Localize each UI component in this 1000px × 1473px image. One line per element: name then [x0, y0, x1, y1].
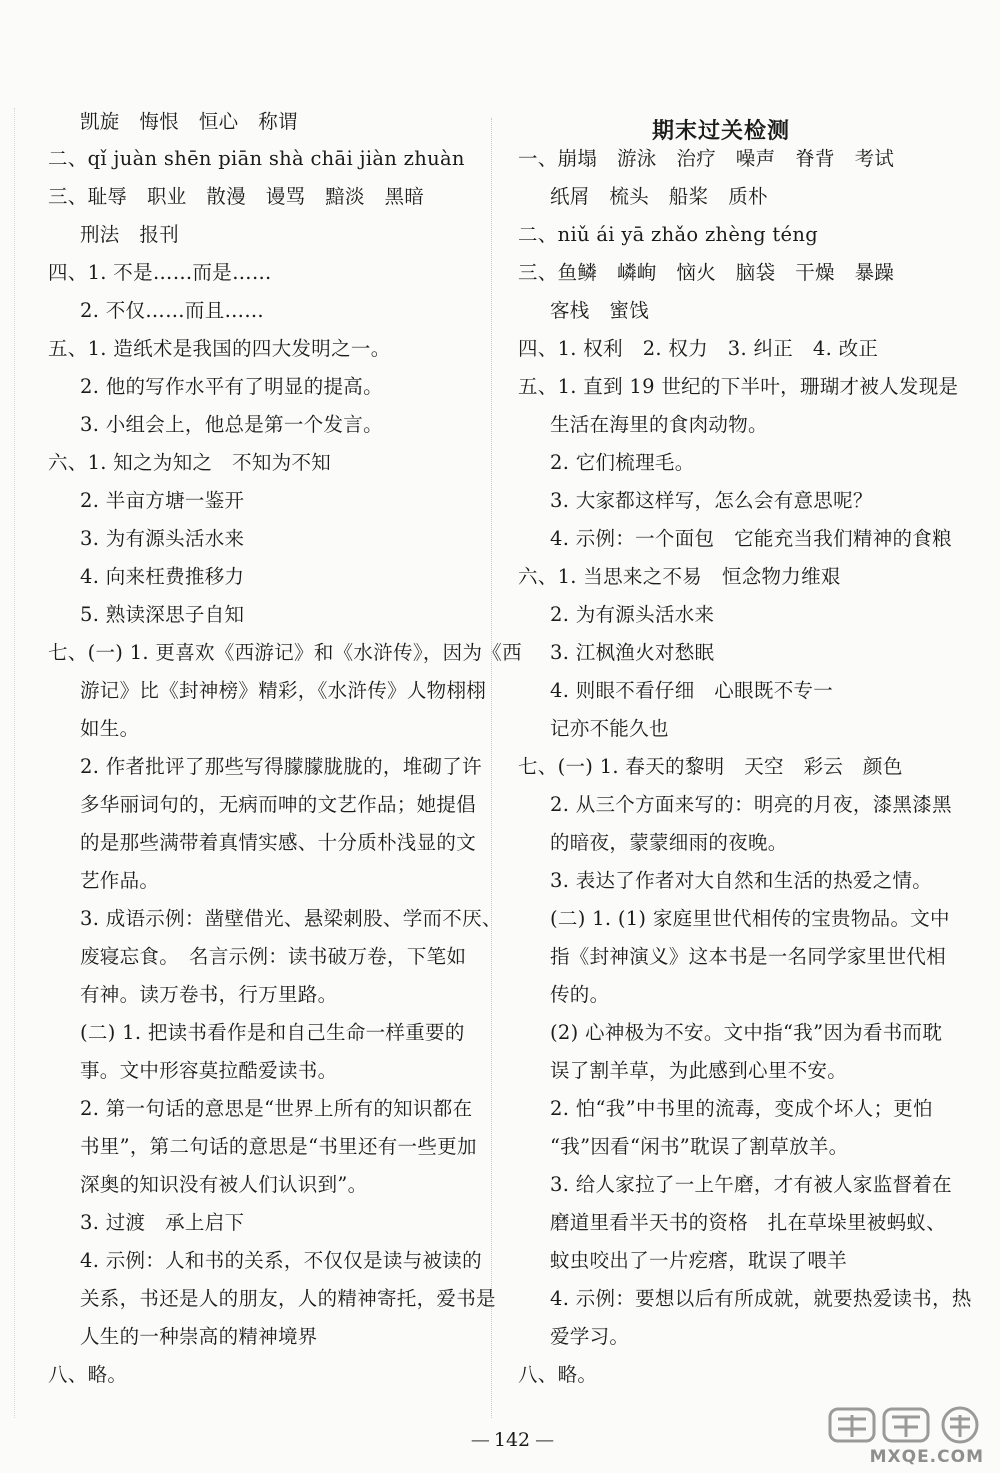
answer-line: 3. 给人家拉了一上午磨，才有被人家监督着在	[550, 1173, 952, 1196]
answer-line: 4. 向来枉费推移力	[80, 565, 245, 588]
answer-line: 4. 示例：人和书的关系，不仅仅是读与被读的	[80, 1249, 482, 1272]
answer-line: 三、耻辱 职业 散漫 谩骂 黯淡 黑暗	[48, 185, 425, 208]
answer-line: 指《封神演义》这本书是一名同学家里世代相	[550, 945, 947, 968]
answer-line: 3. 过渡 承上启下	[80, 1211, 245, 1234]
answer-line: 生活在海里的食肉动物。	[550, 413, 768, 436]
answer-line: 艺作品。	[80, 869, 160, 892]
answer-line: 多华丽词句的，无病而呻的文艺作品；她提倡	[80, 793, 477, 816]
column-divider	[491, 118, 492, 1418]
answer-line: 四、1. 不是……而是……	[48, 261, 272, 284]
answer-line: 磨道里看半天书的资格 扎在草垛里被蚂蚁、	[550, 1211, 947, 1234]
answer-line: 误了割羊草，为此感到心里不安。	[550, 1059, 848, 1082]
answer-line: 的暗夜，蒙蒙细雨的夜晚。	[550, 831, 788, 854]
answer-line: 2. 为有源头活水来	[550, 603, 715, 626]
answer-line: 人生的一种崇高的精神境界	[80, 1325, 318, 1348]
watermark	[824, 1405, 992, 1467]
answer-line: 如生。	[80, 717, 140, 740]
answer-line: 2. 他的写作水平有了明显的提高。	[80, 375, 383, 398]
answer-line: 3. 表达了作者对大自然和生活的热爱之情。	[550, 869, 933, 892]
answer-line: 4. 则眼不看仔细 心眼既不专一	[550, 679, 834, 702]
page-number-text: 142	[493, 1429, 531, 1451]
answer-line: 2. 半亩方塘一鉴开	[80, 489, 245, 512]
answer-line: 三、鱼鳞 嶙峋 恼火 脑袋 干燥 暴躁	[518, 261, 895, 284]
answer-line: 2. 它们梳理毛。	[550, 451, 695, 474]
answer-line: (二) 1. (1) 家庭里世代相传的宝贵物品。文中	[550, 907, 950, 930]
answer-line: 四、1. 权利 2. 权力 3. 纠正 4. 改正	[518, 337, 879, 360]
answer-line: 3. 小组会上，他总是第一个发言。	[80, 413, 383, 436]
answer-line: 4. 示例：一个面包 它能充当我们精神的食粮	[550, 527, 952, 550]
answer-line: 二、qǐ juàn shēn piān shà chāi jiàn zhuàn	[48, 147, 465, 170]
answer-line: 2. 第一句话的意思是“世界上所有的知识都在	[80, 1097, 473, 1120]
page-number-dash-right: —	[530, 1429, 554, 1451]
page-number-dash-left: —	[470, 1429, 494, 1451]
answer-line: 一、崩塌 游泳 治疗 噪声 脊背 考试	[518, 147, 895, 170]
answer-line: 二、niǔ ái yā zhǎo zhèng téng	[518, 223, 818, 246]
answer-line: 记亦不能久也	[550, 717, 669, 740]
binding-edge-dots	[14, 108, 15, 1418]
answer-line: 五、1. 直到 19 世纪的下半叶，珊瑚才被人发现是	[518, 375, 959, 398]
answer-line: (2) 心神极为不安。文中指“我”因为看书而耽	[550, 1021, 943, 1044]
answer-line: 废寝忘食。 名言示例：读书破万卷，下笔如	[80, 945, 467, 968]
page-number	[447, 1429, 577, 1451]
answer-line: 纸屑 梳头 船桨 质朴	[550, 185, 768, 208]
answer-line: 客栈 蜜饯	[550, 299, 650, 322]
answer-line: 2. 怕“我”中书里的流毒，变成个坏人；更怕	[550, 1097, 933, 1120]
answer-line: 3. 为有源头活水来	[80, 527, 245, 550]
answer-line: 五、1. 造纸术是我国的四大发明之一。	[48, 337, 391, 360]
answer-line: 事。文中形容莫拉酷爱读书。	[80, 1059, 338, 1082]
answer-line: 七、(一) 1. 春天的黎明 天空 彩云 颜色	[518, 755, 903, 778]
answer-line: 六、1. 知之为知之 不知为不知	[48, 451, 332, 474]
answer-line: 蚊虫咬出了一片疙瘩，耽误了喂羊	[550, 1249, 848, 1272]
answer-line: 5. 熟读深思子自知	[80, 603, 245, 626]
answer-line: 3. 江枫渔火对愁眠	[550, 641, 715, 664]
answer-line: 八、略。	[48, 1363, 128, 1386]
section-title: 期末过关检测	[652, 119, 791, 144]
answer-line: 有神。读万卷书，行万里路。	[80, 983, 338, 1006]
answer-line: 3. 大家都这样写，怎么会有意思呢？	[550, 489, 873, 512]
answer-line: (二) 1. 把读书看作是和自己生命一样重要的	[80, 1021, 465, 1044]
answer-line: 关系，书还是人的朋友，人的精神寄托，爱书是	[80, 1287, 496, 1310]
answer-line: 八、略。	[518, 1363, 598, 1386]
answer-line: 2. 从三个方面来写的：明亮的月夜，漆黑漆黑	[550, 793, 952, 816]
answer-line: 游记》比《封神榜》精彩，《水浒传》人物栩栩	[80, 679, 487, 702]
answer-line: 4. 示例：要想以后有所成就，就要热爱读书，热	[550, 1287, 972, 1310]
answer-line: 凯旋 悔恨 恒心 称谓	[80, 110, 298, 133]
answer-line: 2. 作者批评了那些写得朦朦胧胧的，堆砌了许	[80, 755, 482, 778]
answer-line: 的是那些满带着真情实感、十分质朴浅显的文	[80, 831, 477, 854]
answer-line: 传的。	[550, 983, 610, 1006]
answer-line: “我”因看“闲书”耽误了割草放羊。	[550, 1135, 849, 1158]
answer-line: 爱学习。	[550, 1325, 630, 1348]
answer-line: 刑法 报刊	[80, 223, 180, 246]
answer-line: 书里”，第二句话的意思是“书里还有一些更加	[80, 1135, 477, 1158]
watermark-logo-icon	[828, 1405, 988, 1445]
answer-line: 深奥的知识没有被人们认识到”。	[80, 1173, 368, 1196]
watermark-url: MXQE.COM	[869, 1447, 984, 1467]
answer-line: 六、1. 当思来之不易 恒念物力维艰	[518, 565, 841, 588]
answer-line: 3. 成语示例：凿壁借光、悬梁刺股、学而不厌、	[80, 907, 502, 930]
answer-line: 2. 不仅……而且……	[80, 299, 265, 322]
answer-line: 七、(一) 1. 更喜欢《西游记》和《水浒传》，因为《西	[48, 641, 522, 664]
